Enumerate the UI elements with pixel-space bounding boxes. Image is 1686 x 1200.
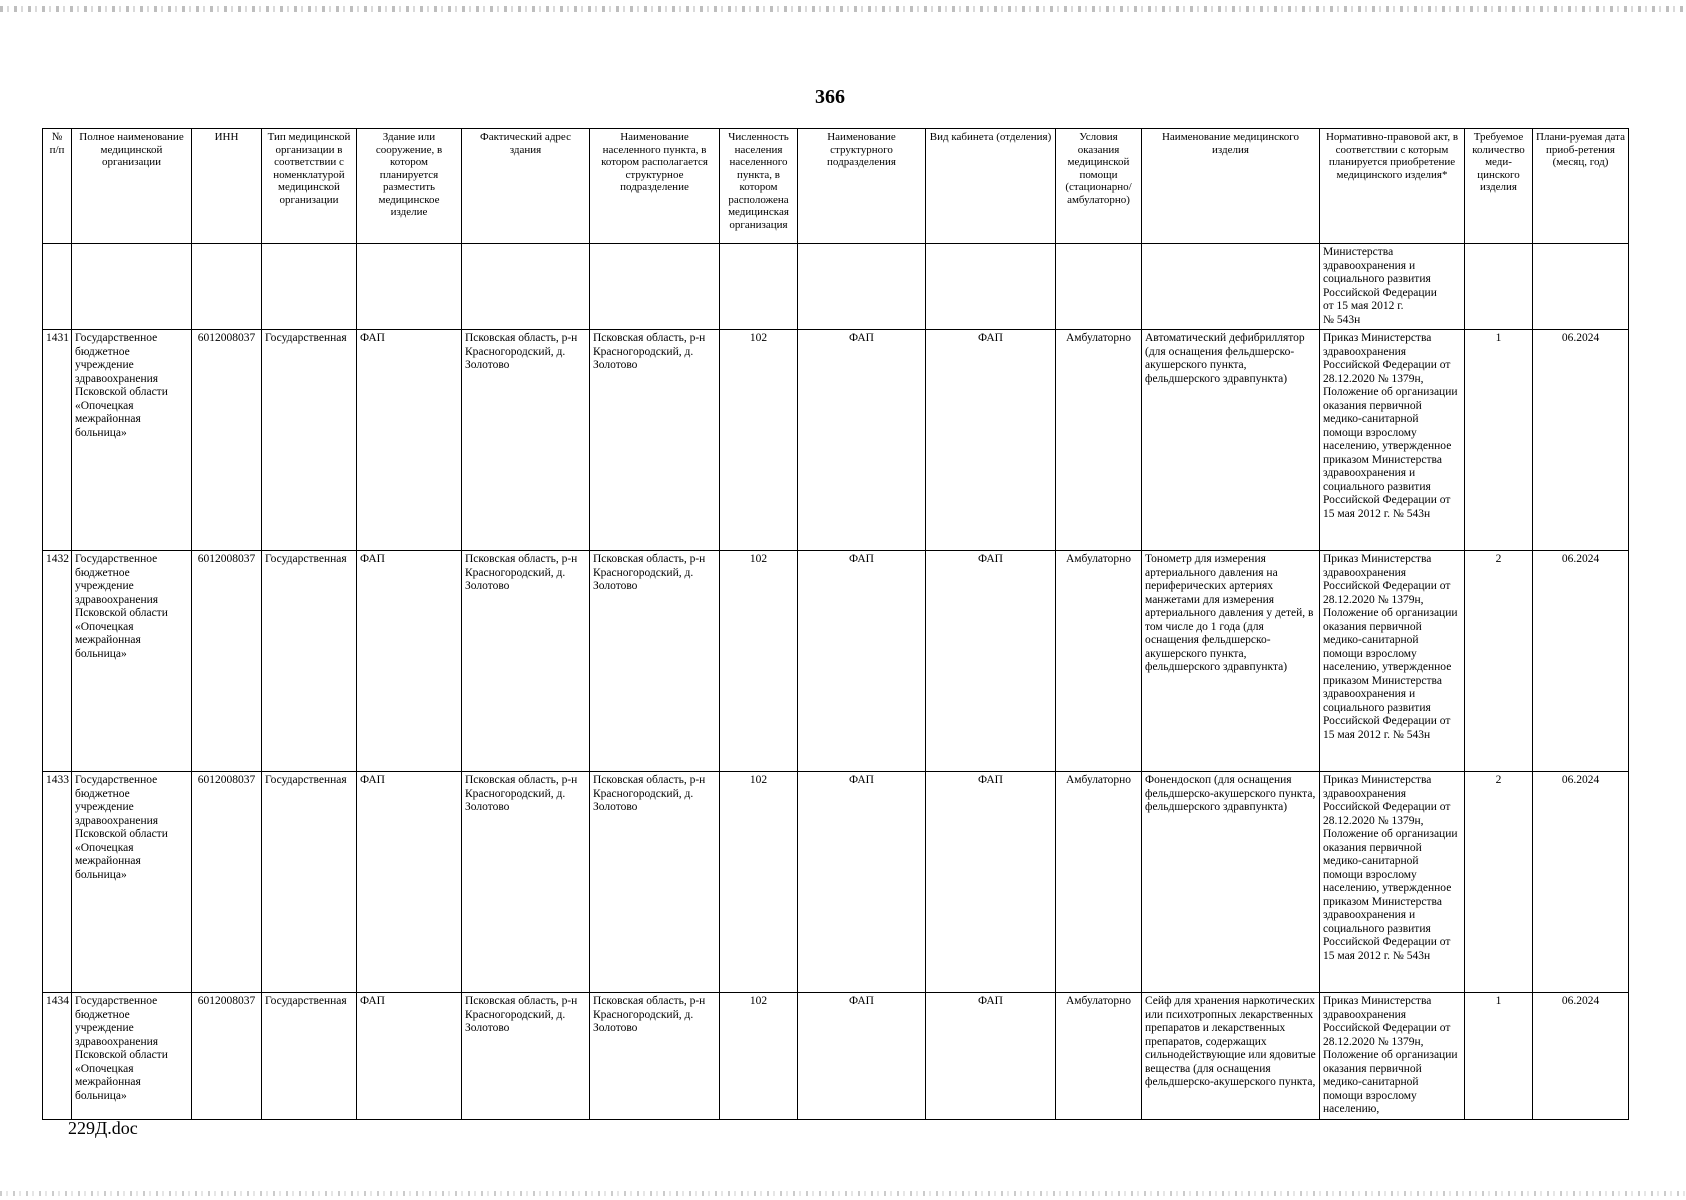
header-cell: Нормативно-правовой акт, в соответствии с которым планируется приобретение медицинского изделия* xyxy=(1320,129,1465,244)
org-type: Государственная xyxy=(262,330,357,551)
legal-act: Приказ Министерства здравоохранения Российской Федерации от 28.12.2020 № 1379н, Положение об организации оказания первичной медико-санитарной помощи взрослому населению, утвержденное приказом Министерства здравоохранения и социального развития Российской Федерации от 15 мая 2012 г. № 543н xyxy=(1320,551,1465,772)
org-type: Государственная xyxy=(262,772,357,993)
header-cell: ИНН xyxy=(192,129,262,244)
inn: 6012008037 xyxy=(192,993,262,1120)
org-name: Государственное бюджетное учреждение здравоохранения Псковской области «Опочецкая межрайонная больница» xyxy=(72,330,192,551)
header-cell: № п/п xyxy=(43,129,72,244)
care-conditions: Амбулаторно xyxy=(1056,993,1142,1120)
planned-date: 06.2024 xyxy=(1533,330,1629,551)
inn: 6012008037 xyxy=(192,772,262,993)
org-name: Государственное бюджетное учреждение здравоохранения Псковской области «Опочецкая межрайонная больница» xyxy=(72,993,192,1120)
device-name: Автоматический дефибриллятор (для оснащения фельдшерско-акушерского пункта, фельдшерского здравпункта) xyxy=(1142,330,1320,551)
row-number: 1434 xyxy=(43,993,72,1120)
inn: 6012008037 xyxy=(192,551,262,772)
device-name: Сейф для хранения наркотических или психотропных лекарственных препаратов и лекарственных препаратов, содержащих сильнодействующие или ядовитые вещества (для оснащения фельдшерско-акушерского пункта, xyxy=(1142,993,1320,1120)
care-conditions: Амбулаторно xyxy=(1056,551,1142,772)
address: Псковская область, р-н Красногородский, д. Золотово xyxy=(462,330,590,551)
row-number: 1432 xyxy=(43,551,72,772)
org-name: Государственное бюджетное учреждение здравоохранения Псковской области «Опочецкая межрайонная больница» xyxy=(72,551,192,772)
quantity: 2 xyxy=(1465,772,1533,993)
legal-act: Приказ Министерства здравоохранения Российской Федерации от 28.12.2020 № 1379н, Положение об организации оказания первичной медико-санитарной помощи взрослому населению, xyxy=(1320,993,1465,1120)
org-name: Государственное бюджетное учреждение здравоохранения Псковской области «Опочецкая межрайонная больница» xyxy=(72,772,192,993)
header-cell: Наименование структурного подразделения xyxy=(798,129,926,244)
quantity: 1 xyxy=(1465,993,1533,1120)
address: Псковская область, р-н Красногородский, д. Золотово xyxy=(462,993,590,1120)
population: 102 xyxy=(720,330,798,551)
care-conditions: Амбулаторно xyxy=(1056,330,1142,551)
building: ФАП xyxy=(357,993,462,1120)
structural-unit: ФАП xyxy=(798,993,926,1120)
scan-edge-top xyxy=(0,6,1686,12)
inn: 6012008037 xyxy=(192,330,262,551)
legal-act: Приказ Министерства здравоохранения Российской Федерации от 28.12.2020 № 1379н, Положение об организации оказания первичной медико-санитарной помощи взрослому населению, утвержденное приказом Министерства здравоохранения и социального развития Российской Федерации от 15 мая 2012 г. № 543н xyxy=(1320,330,1465,551)
locality: Псковская область, р-н Красногородский, д. Золотово xyxy=(590,551,720,772)
device-name: Тонометр для измерения артериального давления на периферических артериях манжетами для измерения артериального давления у детей, в том числе до 1 года (для оснащения фельдшерско-акушерского пункта, фельдшерского здравпункта) xyxy=(1142,551,1320,772)
header-cell: Вид кабинета (отделения) xyxy=(926,129,1056,244)
table-row xyxy=(43,993,1629,1120)
header-cell: Требуемое количество меди-цинского изделия xyxy=(1465,129,1533,244)
header-row xyxy=(43,129,1629,244)
address: Псковская область, р-н Красногородский, д. Золотово xyxy=(462,551,590,772)
building: ФАП xyxy=(357,551,462,772)
structural-unit: ФАП xyxy=(798,330,926,551)
locality: Псковская область, р-н Красногородский, д. Золотово xyxy=(590,772,720,993)
header-cell: Условия оказания медицинской помощи (стационарно/ амбулаторно) xyxy=(1056,129,1142,244)
table-row xyxy=(43,330,1629,551)
org-type: Государственная xyxy=(262,551,357,772)
planned-date: 06.2024 xyxy=(1533,772,1629,993)
row-number: 1431 xyxy=(43,330,72,551)
continuation-row xyxy=(43,244,1629,330)
scan-edge-bottom xyxy=(0,1191,1686,1196)
population: 102 xyxy=(720,772,798,993)
quantity: 2 xyxy=(1465,551,1533,772)
footer-filename: 229Д.doc xyxy=(68,1118,138,1138)
cabinet-type: ФАП xyxy=(926,330,1056,551)
structural-unit: ФАП xyxy=(798,772,926,993)
table-row xyxy=(43,772,1629,993)
cabinet-type: ФАП xyxy=(926,772,1056,993)
planned-date: 06.2024 xyxy=(1533,993,1629,1120)
equipment-register-table xyxy=(42,128,1629,1120)
page-number: 366 xyxy=(815,86,845,108)
building: ФАП xyxy=(357,330,462,551)
cabinet-type: ФАП xyxy=(926,551,1056,772)
address: Псковская область, р-н Красногородский, д. Золотово xyxy=(462,772,590,993)
locality: Псковская область, р-н Красногородский, д. Золотово xyxy=(590,993,720,1120)
header-cell: Тип медицинской организации в соответствии с номенклатурой медицинской организации xyxy=(262,129,357,244)
structural-unit: ФАП xyxy=(798,551,926,772)
population: 102 xyxy=(720,993,798,1120)
legal-act: Приказ Министерства здравоохранения Российской Федерации от 28.12.2020 № 1379н, Положение об организации оказания первичной медико-санитарной помощи взрослому населению, утвержденное приказом Министерства здравоохранения и социального развития Российской Федерации от 15 мая 2012 г. № 543н xyxy=(1320,772,1465,993)
locality: Псковская область, р-н Красногородский, д. Золотово xyxy=(590,330,720,551)
care-conditions: Амбулаторно xyxy=(1056,772,1142,993)
continuation-act-cell: Министерства здравоохранения и социального развития Российской Федерации от 15 мая 2012 г. № 543н xyxy=(1320,244,1465,330)
header-cell: Наименование медицинского изделия xyxy=(1142,129,1320,244)
header-cell: Полное наименование медицинской организации xyxy=(72,129,192,244)
population: 102 xyxy=(720,551,798,772)
planned-date: 06.2024 xyxy=(1533,551,1629,772)
header-cell: Численность населения населенного пункта, в котором расположена медицинская организация xyxy=(720,129,798,244)
table-row xyxy=(43,551,1629,772)
header-cell: Плани-руемая дата приоб-ретения (месяц, год) xyxy=(1533,129,1629,244)
header-cell: Здание или сооружение, в котором планируется разместить медицинское изделие xyxy=(357,129,462,244)
header-cell: Наименование населенного пункта, в котором располагается структурное подразделение xyxy=(590,129,720,244)
cabinet-type: ФАП xyxy=(926,993,1056,1120)
building: ФАП xyxy=(357,772,462,993)
header-cell: Фактический адрес здания xyxy=(462,129,590,244)
quantity: 1 xyxy=(1465,330,1533,551)
row-number: 1433 xyxy=(43,772,72,993)
org-type: Государственная xyxy=(262,993,357,1120)
device-name: Фонендоскоп (для оснащения фельдшерско-акушерского пункта, фельдшерского здравпункта) xyxy=(1142,772,1320,993)
